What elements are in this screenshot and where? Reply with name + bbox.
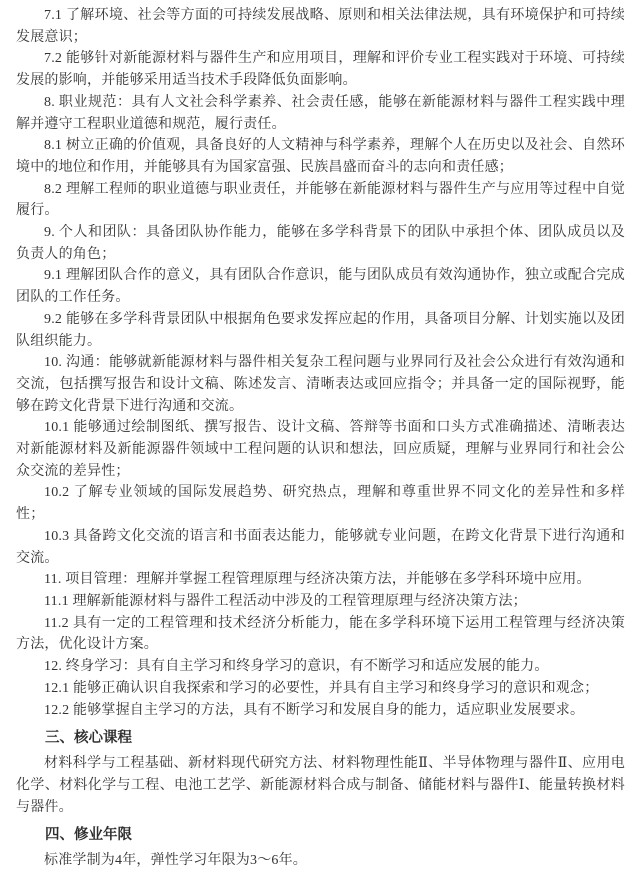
paragraph-core-courses: 材料科学与工程基础、新材料现代研究方法、材料物理性能Ⅱ、半导体物理与器件Ⅱ、应用电化学、材料化学与工程、电池工艺学、新能源材料合成与制备、储能材料与器件Ⅰ、能量转换材料与器件。 bbox=[16, 756, 625, 815]
paragraph-7-1: 7.1 了解环境、社会等方面的可持续发展战略、原则和相关法律法规，具有环境保护和可持续发展意识； bbox=[16, 8, 625, 45]
paragraph-9-1: 9.1 理解团队合作的意义，具有团队合作意识，能与团队成员有效沟通协作，独立或配合完成团队的工作任务。 bbox=[16, 268, 625, 306]
paragraph-8-1: 8.1 树立正确的价值观，具备良好的人文精神与科学素养，理解个人在历史以及社会、自然环境中的地位和作用，并能够具有为国家富强、民族昌盛而奋斗的志向和责任感； bbox=[16, 138, 625, 175]
paragraph-10-1: 10.1 能够通过绘制图纸、撰写报告、设计文稿、答辩等书面和口头方式准确描述、清晰表达对新能源材料及新能源器件领域中工程问题的认识和想法，回应质疑，理解与业界同行和社会公众交流的差异性； bbox=[16, 420, 625, 479]
paragraph-9: 9. 个人和团队：具备团队协作能力，能够在多学科背景下的团队中承担个体、团队成员以及负责人的角色； bbox=[16, 225, 625, 262]
paragraph-10-3: 10.3 具备跨文化交流的语言和书面表达能力，能够就专业问题，在跨文化背景下进行沟通和交流。 bbox=[16, 528, 625, 566]
paragraph-11-1: 11.1 理解新能源材料与器件工程活动中涉及的工程管理原理与经济决策方法； bbox=[44, 593, 527, 609]
paragraph-11: 11. 项目管理：理解并掌握工程管理原理与经济决策方法，并能够在多学科环境中应用。 bbox=[44, 572, 591, 588]
paragraph-12-1: 12.1 能够正确认识自我探索和学习的必要性，并具有自主学习和终身学习的意识和观念； bbox=[44, 680, 599, 696]
paragraph-7-2: 7.2 能够针对新能源材料与器件生产和应用项目，理解和评价专业工程实践对于环境、可持续发展的影响，并能够采用适当技术手段降低负面影响。 bbox=[16, 51, 625, 89]
paragraph-10-2: 10.2 了解专业领域的国际发展趋势、研究热点，理解和尊重世界不同文化的差异性和多样性； bbox=[16, 485, 625, 523]
paragraph-study-duration: 标准学制为4年，弹性学习年限为3～6年。 bbox=[44, 853, 307, 869]
section-heading-study-duration: 四、修业年限 bbox=[45, 827, 132, 844]
section-heading-core-courses: 三、核心课程 bbox=[45, 730, 132, 747]
paragraph-9-2: 9.2 能够在多学科背景团队中根据角色要求发挥应起的作用，具备项目分解、计划实施以及团队组织能力。 bbox=[16, 311, 625, 349]
paragraph-8-2: 8.2 理解工程师的职业道德与职业责任，并能够在新能源材料与器件生产与应用等过程中自觉履行。 bbox=[16, 181, 625, 219]
paragraph-12: 12. 终身学习：具有自主学习和终身学习的意识，有不断学习和适应发展的能力。 bbox=[44, 659, 549, 675]
paragraph-8: 8. 职业规范：具有人文社会科学素养、社会责任感，能够在新能源材料与器件工程实践中理解并遵守工程职业道德和规范，履行责任。 bbox=[16, 94, 625, 132]
paragraph-11-2: 11.2 具有一定的工程管理和技术经济分析能力，能在多学科环境下运用工程管理与经济决策方法，优化设计方案。 bbox=[16, 615, 625, 653]
paragraph-10: 10. 沟通：能够就新能源材料与器件相关复杂工程问题与业界同行及社会公众进行有效沟通和交流，包括撰写报告和设计文稿、陈述发言、清晰表达或回应指令；并具备一定的国际视野，能够在跨文化背景下进行沟通和交流。 bbox=[16, 355, 625, 414]
paragraph-12-2: 12.2 能够掌握自主学习的方法，具有不断学习和发展自身的能力，适应职业发展要求。 bbox=[44, 702, 585, 718]
